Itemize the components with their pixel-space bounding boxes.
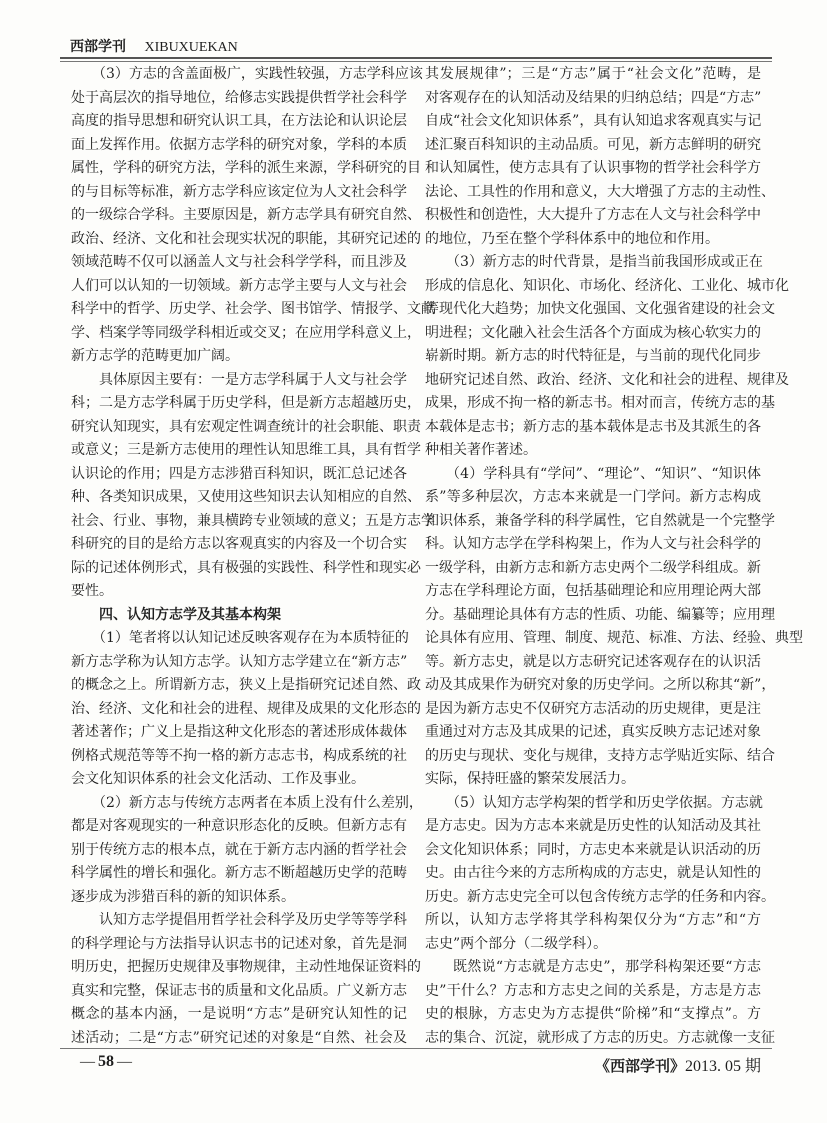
paragraph <box>425 463 803 792</box>
text-line: 对客观存在的认知活动及结果的归纳总结；四是“方志” <box>425 89 762 106</box>
text-line: 处于高层次的指导地位，给修志实践提供哲学社会科学 <box>71 89 407 106</box>
text-line: 崭新时期。新方志的时代特征是，与当前的现代化同步 <box>425 348 761 364</box>
text-line: 方志在学科理论方面，包括基础理论和应用理论两大部 <box>425 583 761 599</box>
text-line: 科学中的哲学、历史学、社会学、图书馆学、情报学、文献 <box>71 301 435 317</box>
text-line: 例格式规范等等不拘一格的新方志志书，构成系统的社 <box>71 747 407 764</box>
section-heading <box>71 604 407 628</box>
text-line: 所以，认知方志学将其学科构架仅分为“方志”和“方 <box>425 912 761 928</box>
text-line: 一级学科，由新方志和新方志史两个二级学科组成。新 <box>425 559 761 576</box>
text-line: 是方志史。因为方志本来就是历史性的认知活动及其社 <box>425 818 761 834</box>
text-line: 其发展规律”；三是“方志”属于“社会文化”范畴，是 <box>425 66 761 82</box>
footer-issue: 2013. 05 期 <box>684 1058 761 1075</box>
text-line: （3）新方志的时代背景，是指当前我国形成或正在 <box>446 254 763 270</box>
text-line: 明进程；文化融入社会生活各个方面成为核心软实力的 <box>425 324 761 341</box>
footer-journal: 《西部学刊》 <box>594 1057 685 1075</box>
text-line: 都是对客观现实的一种意识形态化的反映。但新方志有 <box>71 818 407 834</box>
header-rule <box>60 57 772 62</box>
text-line: 既然说“方志就是方志史”，那学科构架还要“方志 <box>453 959 761 975</box>
page-number-value: 58 <box>98 1053 114 1070</box>
text-line: 动及其成果作为研究对象的历史学问。之所以称其“新”， <box>425 677 776 693</box>
text-line: 概念的基本内涵，一是说明“方志”是研究认知性的记 <box>71 1006 407 1022</box>
text-line: 人们可以认知的一切领域。新方志学主要与人文与社会 <box>71 277 407 294</box>
text-line: 会文化知识体系的社会文化活动、工作及事业。 <box>71 771 365 787</box>
text-line: 要性。 <box>71 583 113 599</box>
paragraph <box>425 792 775 957</box>
text-line: 实际，保持旺盛的繁荣发展活力。 <box>425 771 635 787</box>
text-line: 科；二是方志学科属于历史学科，但是新方志超越历史， <box>71 395 421 411</box>
dash-right: — <box>117 1054 132 1070</box>
text-line: 历史。新方志史完全可以包含传统方志学的任务和内容。 <box>425 888 775 905</box>
text-line: 志史”两个部分（二级学科）。 <box>425 935 608 952</box>
text-line: （5）认知方志学构架的哲学和历史学依据。方志就 <box>446 794 763 811</box>
paragraph <box>71 63 435 369</box>
journal-name: 西部学刊 <box>70 39 126 55</box>
footer-rule <box>60 1048 772 1049</box>
text-line: 属性，学科的研究方法，学科的派生来源，学科研究的目 <box>71 160 421 176</box>
text-line: （4）学科具有“学问”、“理论”、“知识”、“知识体 <box>446 465 761 482</box>
paragraph <box>425 63 775 251</box>
text-line: 高度的指导思想和研究认识工具，在方法论和认识论层 <box>71 113 407 129</box>
running-header <box>70 36 238 56</box>
text-line: 的科学理论与方法指导认识志书的记述对象，首先是洞 <box>71 935 407 952</box>
text-line: 分。基础理论具体有方志的性质、功能、编纂等；应用理 <box>425 606 775 623</box>
text-line: 明历史，把握历史规律及事物规律，主动性地保证资料的 <box>71 959 421 975</box>
page-number <box>80 1053 132 1071</box>
text-line: 地研究记述自然、政治、经济、文化和社会的进程、规律及 <box>425 371 789 388</box>
text-line: 等现代化大趋势；加快文化强国、文化强省建设的社会文 <box>425 301 775 317</box>
text-line: 种相关著作著述。 <box>425 442 537 458</box>
text-line: 或意义；三是新方志使用的理性认知思维工具，具有哲学 <box>71 442 421 458</box>
text-line: 社会、行业、事物，兼具横跨专业领域的意义；五是方志学 <box>71 512 435 529</box>
text-line: 等。新方志史，就是以方志研究记述客观存在的认识活 <box>425 653 761 670</box>
text-line: 成果，形成不拘一格的新志书。相对而言，传统方志的基 <box>425 395 775 411</box>
text-line: 学、档案学等同级学科相近或交叉；在应用学科意义上， <box>71 324 421 341</box>
text-line: 积极性和创造性，大大提升了方志在人文与社会科学中 <box>425 207 761 223</box>
text-line: 认识论的作用；四是方志涉猎百科知识，既汇总记述各 <box>71 465 407 482</box>
text-line: 的一级综合学科。主要原因是，新方志学具有研究自然、 <box>71 207 421 223</box>
left-column <box>71 63 435 1050</box>
text-line: 的地位，乃至在整个学科体系中的地位和作用。 <box>425 230 719 247</box>
paragraph <box>71 909 421 1050</box>
text-line: 志的集合、沉淀，就形成了方志的历史。方志就像一支征 <box>425 1029 775 1046</box>
text-line: 逐步成为涉猎百科的新的知识体系。 <box>71 888 295 905</box>
text-line: 述汇聚百科知识的主动品质。可见，新方志鲜明的研究 <box>425 136 761 153</box>
text-line: 的概念之上。所谓新方志，狭义上是指研究记述自然、政 <box>71 677 421 693</box>
text-line: 具体原因主要有：一是方志学科属于人文与社会学 <box>99 371 407 388</box>
text-line: 系”等多种层次，方志本来就是一门学问。新方志构成 <box>425 489 761 505</box>
text-line: 法论、工具性的作用和意义，大大增强了方志的主动性、 <box>425 183 775 200</box>
text-line: 面上发挥作用。依据方志学科的研究对象，学科的本质 <box>71 136 407 153</box>
text-line: 本载体是志书；新方志的基本载体是志书及其派生的各 <box>425 418 761 435</box>
text-line: 认知方志学提倡用哲学社会科学及历史学等等学科 <box>99 912 407 928</box>
text-line: 重通过对方志及其成果的记述，真实反映方志记述对象 <box>425 724 761 740</box>
text-line: 治、经济、文化和社会的进程、规律及成果的文化形态的 <box>71 700 421 717</box>
text-line: 新方志学称为认知方志学。认知方志学建立在“新方志” <box>71 653 408 670</box>
text-line: （3）方志的含盖面极广，实践性较强，方志学科应该 <box>92 66 423 82</box>
text-line: 政治、经济、文化和社会现实状况的职能，其研究记述的 <box>71 230 421 247</box>
text-line: 和认知属性，使方志具有了认识事物的哲学社会科学方 <box>425 160 761 176</box>
text-line: 史的根脉，方志史为方志提供“阶梯”和“支撑点”。方 <box>425 1006 761 1022</box>
right-column <box>425 63 803 1050</box>
text-line: 史。由古往今来的方志所构成的方志史，就是认知性的 <box>425 865 761 881</box>
text-line: 形成的信息化、知识化、市场化、经济化、工业化、城市化 <box>425 277 789 294</box>
paragraph <box>425 956 775 1050</box>
text-line: 述活动；二是“方志”研究记述的对象是“自然、社会及 <box>71 1029 407 1046</box>
text-line: （1）笔者将以认知记述反映客观存在为本质特征的 <box>92 630 409 646</box>
paragraph <box>71 627 421 792</box>
text-line: 四、认知方志学及其基本构架 <box>99 606 281 623</box>
text-line: 种、各类知识成果，又使用这些知识去认知相应的自然、 <box>71 489 421 505</box>
text-line: 别于传统方志的根本点，就在于新方志内涵的哲学社会 <box>71 841 407 858</box>
text-line: 著述著作；广义上是指这种文化形态的著述形成体裁体 <box>71 724 407 740</box>
journal-latin-name: XIBUXUEKAN <box>144 40 238 55</box>
dash-left: — <box>80 1054 95 1070</box>
paragraph <box>71 792 423 910</box>
text-line: 是因为新方志史不仅研究方志活动的历史规律，更是注 <box>425 700 761 717</box>
text-line: 新方志学的范畴更加广阔。 <box>71 348 239 364</box>
text-line: （2）新方志与传统方志两者在本质上没有什么差别， <box>92 794 423 811</box>
text-line: 知识体系，兼备学科的科学属性，它自然就是一个完整学 <box>425 512 775 529</box>
text-line: 会文化知识体系；同时，方志史本来就是认识活动的历 <box>425 841 761 858</box>
text-line: 自成“社会文化知识体系”，具有认知追求客观真实与记 <box>425 113 762 129</box>
text-line: 科研究的目的是给方志以客观真实的内容及一个切合实 <box>71 536 407 552</box>
text-line: 领域范畴不仅可以涵盖人文与社会科学学科，而且涉及 <box>71 254 407 270</box>
text-line: 论具体有应用、管理、制度、规范、标准、方法、经验、典型 <box>425 630 803 646</box>
text-line: 科学属性的增长和强化。新方志不断超越历史学的范畴 <box>71 865 407 881</box>
text-line: 科。认知方志学在学科构架上，作为人文与社会科学的 <box>425 536 761 552</box>
text-line: 的与目标等标准，新方志学科应该定位为人文社会科学 <box>71 183 407 200</box>
paragraph <box>425 251 789 463</box>
text-line: 的历史与现状、变化与规律，支持方志学贴近实际、结合 <box>425 747 775 764</box>
text-line: 际的记述体例形式，具有极强的实践性、科学性和现实必 <box>71 559 421 576</box>
paragraph <box>71 369 435 604</box>
text-line: 史”干什么？方志和方志史之间的关系是，方志是方志 <box>425 982 761 999</box>
issue-info <box>595 1053 761 1076</box>
text-line: 真实和完整，保证志书的质量和文化品质。广义新方志 <box>71 982 407 999</box>
text-line: 研究认知现实，具有宏观定性调查统计的社会职能、职责 <box>71 418 421 435</box>
